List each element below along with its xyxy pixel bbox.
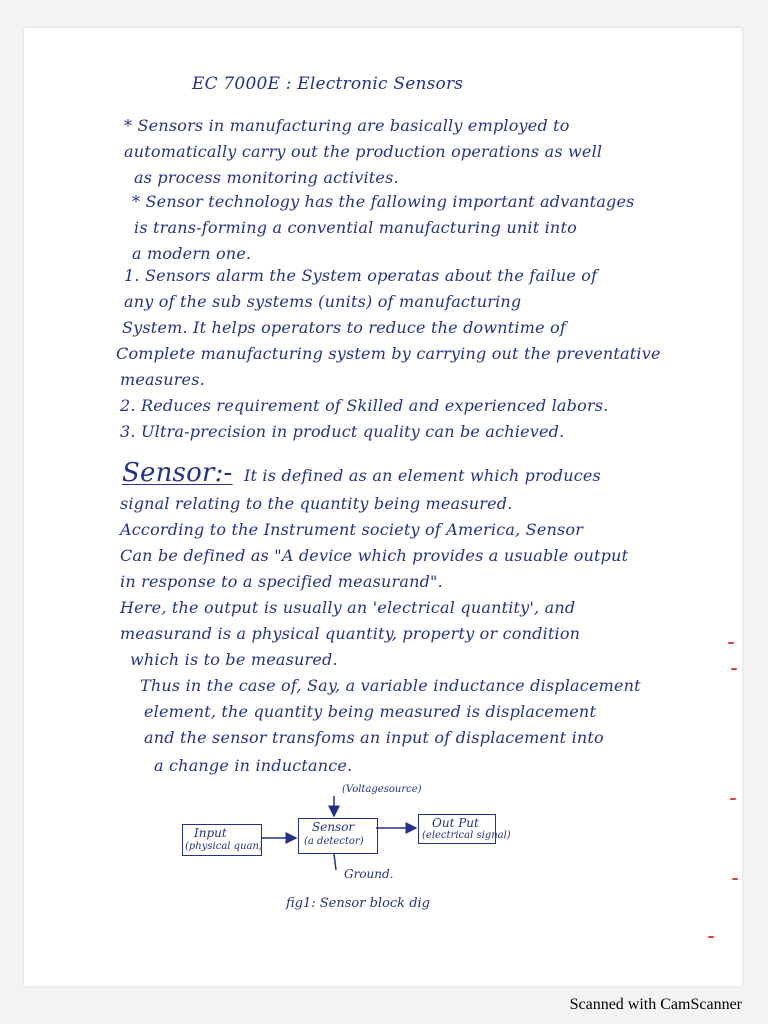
input-label: Input <box>194 826 227 840</box>
margin-mark <box>730 798 736 800</box>
text-line: * Sensor technology has the fallowing important advantages <box>132 192 635 211</box>
output-sub-label: (electrical signal) <box>422 830 511 841</box>
output-label: Out Put <box>432 816 479 830</box>
margin-mark <box>732 878 738 880</box>
notebook-page <box>24 28 742 986</box>
margin-mark <box>708 936 714 938</box>
ground-line <box>334 854 336 870</box>
text-line: Here, the output is usually an 'electrical quantity', and <box>120 598 576 617</box>
margin-mark <box>728 642 734 644</box>
sensor-sub-label: (a detector) <box>304 836 364 847</box>
text-line: and the sensor transfoms an input of displacement into <box>144 728 604 747</box>
sensor-block <box>298 818 378 854</box>
text-line: Thus in the case of, Say, a variable inductance displacement <box>140 676 641 695</box>
text-line: measurand is a physical quantity, property or condition <box>120 624 581 643</box>
text-line: element, the quantity being measured is displacement <box>144 702 597 721</box>
output-block <box>418 814 496 844</box>
input-sub-label: (physical quan) <box>185 841 263 852</box>
text-line: measures. <box>120 370 205 389</box>
text-line: Can be defined as "A device which provides a usuable output <box>120 546 629 565</box>
input-block <box>182 824 262 856</box>
diagram-caption: fig1: Sensor block dig <box>286 896 430 911</box>
margin-mark <box>731 668 737 670</box>
text-line: in response to a specified measurand". <box>120 572 443 591</box>
text-line: System. It helps operators to reduce the downtime of <box>122 318 566 337</box>
text-line: * Sensors in manufacturing are basically employed to <box>124 116 570 135</box>
page-title: EC 7000E : Electronic Sensors <box>192 74 464 94</box>
text-line: as process monitoring activites. <box>134 168 399 187</box>
sensor-label: Sensor <box>312 820 355 834</box>
text-line: automatically carry out the production operations as well <box>124 142 603 161</box>
ground-label: Ground. <box>344 867 394 881</box>
text-line: which is to be measured. <box>130 650 338 669</box>
text-line: 2. Reduces requirement of Skilled and experienced labors. <box>120 396 609 415</box>
scanner-watermark: Scanned with CamScanner <box>569 996 742 1013</box>
power-label: (Voltagesource) <box>342 784 422 795</box>
text-line: 3. Ultra-precision in product quality can be achieved. <box>120 422 565 441</box>
text-line: Complete manufacturing system by carrying out the preventative <box>116 344 661 363</box>
definition-heading: Sensor:- <box>122 458 233 488</box>
text-line: any of the sub systems (units) of manufacturing <box>124 292 522 311</box>
text-line: 1. Sensors alarm the System operatas about the failue of <box>124 266 598 285</box>
text-line: signal relating to the quantity being measured. <box>120 494 513 513</box>
text-line: According to the Instrument society of America, Sensor <box>120 520 584 539</box>
text-line: It is defined as an element which produces <box>244 466 601 485</box>
text-line: a modern one. <box>132 244 252 263</box>
text-line: is trans-forming a convential manufacturing unit into <box>134 218 577 237</box>
text-line: a change in inductance. <box>154 756 353 775</box>
